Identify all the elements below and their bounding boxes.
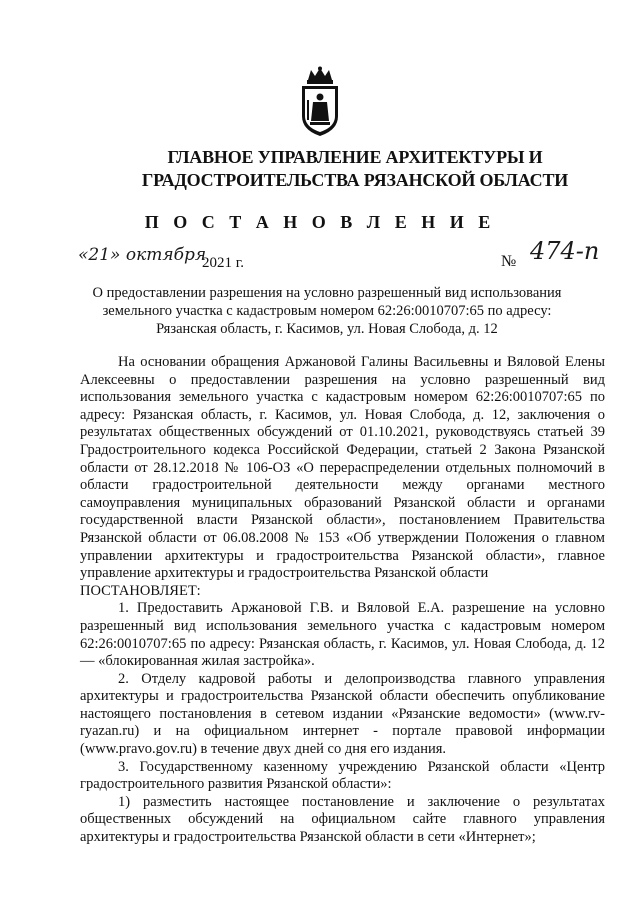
document-type-title: П О С Т А Н О В Л Е Н И Е (144, 212, 496, 232)
document-subject: О предоставлении разрешения на условно разрешенный вид использования земельного участка с кадастровым номером 62:26:0010707:65 по адресу: Рязанская область, г. Касимов, ул. Новая Слобода, д. 12 (92, 285, 562, 337)
resolves-heading: ПОСТАНОВЛЯЕТ: (80, 582, 201, 599)
preamble-paragraph: На основании обращения Аржановой Галины Васильевны и Вяловой Елены Алексеевны о предоставлении разрешения на условно разрешенный вид использования земельного участка с кадастровым номером 62:26:0010707:65 по адресу: Рязанская область, г. Касимов, ул. Новая Слобода, д. 12, заключения о результатах общественных обсуждений от 01.10.2021, руководствуясь статьей 39 Градостроительного кодекса Российской Федерации, статьей 2 Закона Рязанской области от 28.12.2018 № 106-ОЗ «О перераспределении отдельных полномочий в области градостроительной деятельности между органами местного самоуправления муниципальных образований Рязанской области и органами государственной власти Рязанской области», постановлением Правительства Рязанской области от 06.08.2008 № 153 «Об утверждении Положения о главном управлении архитектуры и градостроительства Рязанской области», главное управление архитектуры и градостроительства Рязанской области (80, 354, 605, 582)
handwritten-number: 474-п (530, 237, 600, 265)
handwritten-date: «21» октября (78, 245, 207, 265)
item-2-paragraph: 2. Отделу кадровой работы и делопроизводства главного управления архитектуры и градостроительства Рязанской области обеспечить опубликование настоящего постановления в сетевом издании «Рязанские ведомости» (www.rv-ryazan.ru) и на официальном интернет - портале правовой информации (www.pravo.gov.ru) в течение двух дней со дня его издания. (80, 670, 605, 758)
item-3-paragraph: 3. Государственному казенному учреждению Рязанской области «Центр градостроительного развития Рязанской области»: (80, 758, 605, 793)
date-number-row (78, 237, 618, 277)
item-1-paragraph: 1. Предоставить Аржановой Г.В. и Вяловой Е.А. разрешение на условно разрешенный вид использования земельного участка с кадастровым номером 62:26:0010707:65 по адресу: Рязанская область, г. Касимов, ул. Новая Слобода, д. 12 — «блокированная жилая застройка». (80, 600, 605, 670)
date-year: 2021 г. (202, 255, 244, 271)
issuing-authority: ГЛАВНОЕ УПРАВЛЕНИЕ АРХИТЕКТУРЫ И ГРАДОСТРОИТЕЛЬСТВА РЯЗАНСКОЙ ОБЛАСТИ (141, 147, 569, 190)
ryazan-coat-of-arms-icon (298, 66, 342, 138)
number-label: № (501, 253, 517, 270)
document-body (80, 354, 605, 847)
item-3-1-paragraph: 1) разместить настоящее постановление и заключение о результатах общественных обсуждений на официальном сайте главного управления архитектуры и градостроительства Рязанской области в сети «Интернет»; (80, 793, 605, 846)
